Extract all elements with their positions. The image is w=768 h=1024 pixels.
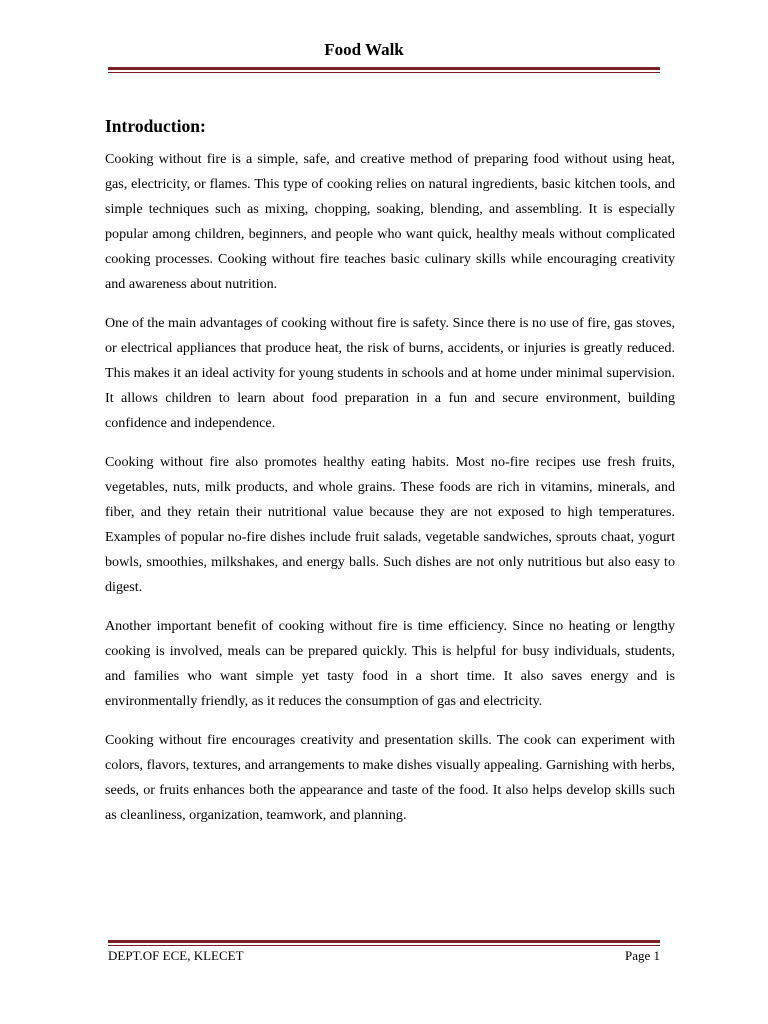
- header-title: Food Walk: [324, 40, 404, 59]
- page-number: Page 1: [624, 948, 660, 963]
- paragraph-2: One of the main advantages of cooking without fire is safety. Since there is no use of fire, gas stoves, or electrical appliances that produce heat, the risk of burns, accidents, or injuries is greatly reduced. This makes it an ideal activity for young students in schools and at home under minimal supervision. It allows children to learn about food preparation in a fun and secure environment, building confidence and independence.: [105, 315, 675, 431]
- header-rule: [108, 67, 660, 73]
- paragraph-4: Another important benefit of cooking without fire is time efficiency. Since no heating or lengthy cooking is involved, meals can be prepared quickly. This is helpful for busy individuals, students, and families who want simple yet tasty food in a short time. It also saves energy and is environmentally friendly, as it reduces the consumption of gas and electricity.: [105, 618, 675, 709]
- paragraph-5: Cooking without fire encourages creativity and presentation skills. The cook can experiment with colors, flavors, textures, and arrangements to make dishes visually appealing. Garnishing with herbs, seeds, or fruits enhances both the appearance and taste of the food. It also helps develop skills such as cleanliness, organization, teamwork, and planning.: [105, 732, 675, 823]
- paragraph-1: Cooking without fire is a simple, safe, and creative method of preparing food without using heat, gas, electricity, or flames. This type of cooking relies on natural ingredients, basic kitchen tools, and simple techniques such as mixing, chopping, soaking, blending, and assembling. It is especially popular among children, beginners, and people who want quick, healthy meals without complicated cooking processes. Cooking without fire teaches basic culinary skills while encouraging creativity and awareness about nutrition.: [105, 151, 675, 292]
- paragraph-3: Cooking without fire also promotes healthy eating habits. Most no-fire recipes use fresh fruits, vegetables, nuts, milk products, and whole grains. These foods are rich in vitamins, minerals, and fiber, and they retain their nutritional value because they are not exposed to high temperatures. Examples of popular no-fire dishes include fruit salads, vegetable sandwiches, sprouts chaat, yogurt bowls, smoothies, milkshakes, and energy balls. Such dishes are not only nutritious but also easy to digest.: [105, 454, 675, 595]
- main-content: [105, 116, 675, 842]
- footer: [108, 948, 660, 964]
- section-heading: Introduction:: [105, 116, 206, 136]
- footer-rule: [108, 940, 660, 946]
- footer-department: DEPT.OF ECE, KLECET: [108, 948, 244, 963]
